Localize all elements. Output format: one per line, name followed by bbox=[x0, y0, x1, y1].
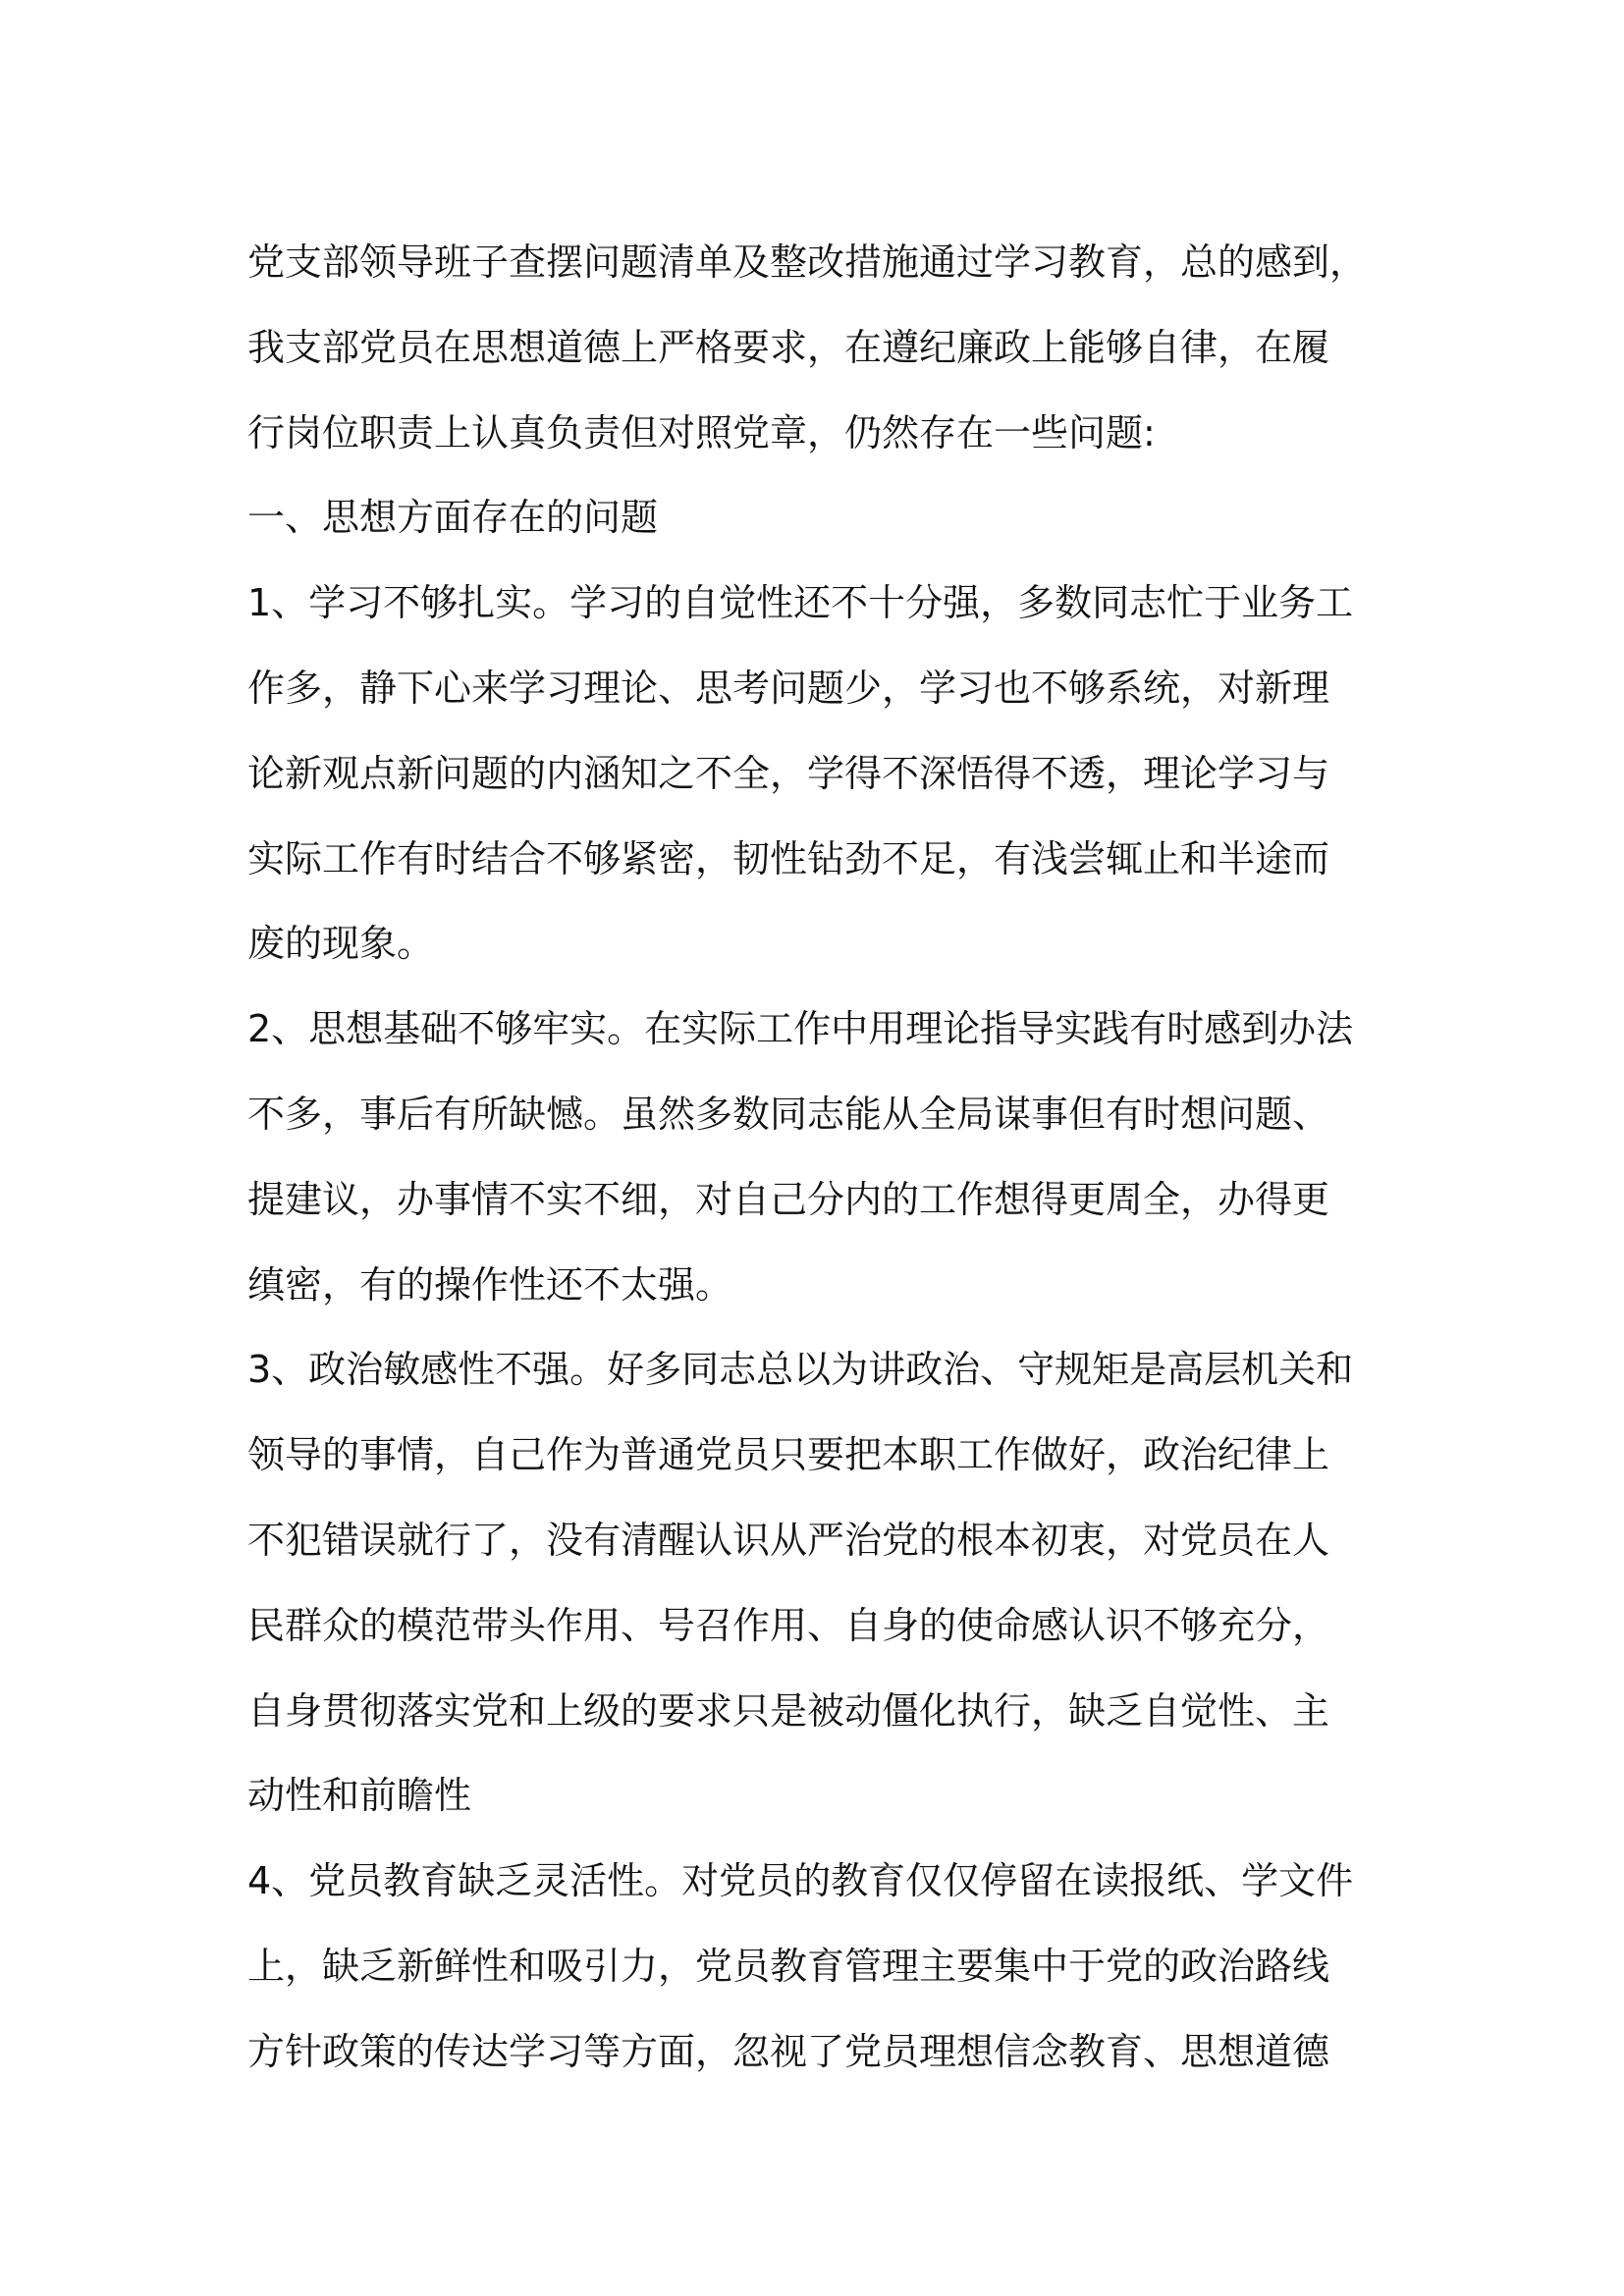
document-body bbox=[247, 220, 1426, 2095]
text-line: 缜密，有的操作性还不太强。 bbox=[247, 1262, 733, 1307]
item-paragraph-4 bbox=[247, 1839, 1426, 2094]
text-line: 领导的事情，自己作为普通党员只要把本职工作做好，政治纪律上 bbox=[247, 1433, 1330, 1477]
intro-paragraph bbox=[247, 220, 1426, 475]
text-line: 党支部领导班子查摆问题清单及整改措施通过学习教育，总的感到， bbox=[247, 240, 1368, 284]
text-line: 不多，事后有所缺憾。虽然多数同志能从全局谋事但有时想问题、 bbox=[247, 1092, 1330, 1136]
text-line: 2、思想基础不够牢实。在实际工作中用理论指导实践有时感到办法 bbox=[247, 1007, 1354, 1051]
text-line: 作多，静下心来学习理论、思考问题少，学习也不够系统，对新理 bbox=[247, 666, 1330, 710]
text-line: 4、党员教育缺乏灵活性。对党员的教育仅仅停留在读报纸、学文件 bbox=[247, 1859, 1354, 1903]
text-line: 我支部党员在思想道德上严格要求，在遵纪廉政上能够自律，在履 bbox=[247, 325, 1330, 369]
text-line: 行岗位职责上认真负责但对照党章，仍然存在一些问题: bbox=[247, 410, 1156, 454]
section-heading bbox=[247, 475, 1426, 561]
text-line: 自身贯彻落实党和上级的要求只是被动僵化执行，缺乏自觉性、主 bbox=[247, 1688, 1330, 1733]
text-line: 上，缺乏新鲜性和吸引力，党员教育管理主要集中于党的政治路线 bbox=[247, 1944, 1330, 1988]
text-line: 民群众的模范带头作用、号召作用、自身的使命感认识不够充分， bbox=[247, 1603, 1330, 1647]
text-line: 动性和前瞻性 bbox=[247, 1774, 472, 1818]
item-paragraph-1 bbox=[247, 561, 1426, 987]
text-line: 方针政策的传达学习等方面，忽视了党员理想信念教育、思想道德 bbox=[247, 2029, 1330, 2073]
text-line: 实际工作有时结合不够紧密，韧性钻劲不足，有浅尝辄止和半途而 bbox=[247, 836, 1330, 881]
heading-line: 一、思想方面存在的问题 bbox=[247, 496, 659, 540]
text-line: 提建议，办事情不实不细，对自己分内的工作想得更周全，办得更 bbox=[247, 1177, 1330, 1221]
text-line: 论新观点新问题的内涵知之不全，学得不深悟得不透，理论学习与 bbox=[247, 751, 1330, 795]
item-paragraph-3 bbox=[247, 1327, 1426, 1839]
text-line: 3、政治敏感性不强。好多同志总以为讲政治、守规矩是高层机关和 bbox=[247, 1348, 1354, 1392]
text-line: 1、学习不够扎实。学习的自觉性还不十分强，多数同志忙于业务工 bbox=[247, 581, 1354, 625]
text-line: 废的现象。 bbox=[247, 922, 435, 966]
item-paragraph-2 bbox=[247, 987, 1426, 1327]
text-line: 不犯错误就行了，没有清醒认识从严治党的根本初衷，对党员在人 bbox=[247, 1518, 1330, 1562]
